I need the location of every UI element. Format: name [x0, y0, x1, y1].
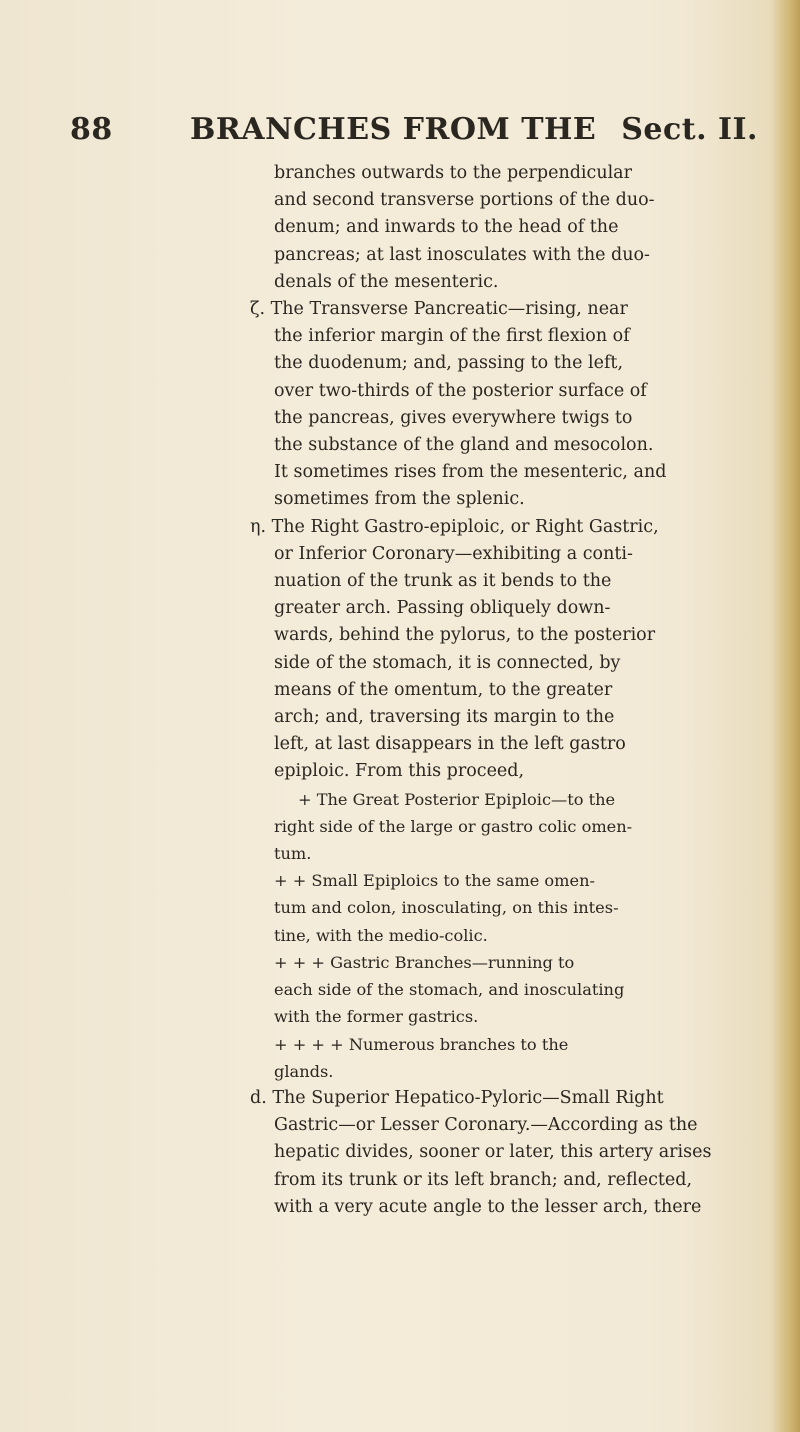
page-text — [250, 160, 762, 1221]
text-line: wards, behind the pylorus, to the posterior — [274, 625, 656, 646]
text-line: or Inferior Coronary—exhibiting a conti- — [274, 543, 633, 564]
text-line: η. The Right Gastro-epiploic, or Right Gastric, — [250, 516, 659, 537]
text-line: the inferior margin of the first flexion of — [274, 326, 630, 347]
text-line: nuation of the trunk as it bends to the — [274, 571, 612, 592]
text-line: left, at last disappears in the left gastro — [274, 734, 626, 755]
text-line: + + Small Epiploics to the same omen- — [274, 871, 595, 891]
running-header — [70, 112, 758, 152]
text-line: from its trunk or its left branch; and, reflected, — [274, 1169, 693, 1190]
text-line: each side of the stomach, and inosculating — [274, 980, 625, 1000]
text-line: pancreas; at last inosculates with the duo- — [274, 244, 650, 265]
running-title: BRANCHES FROM THE — [190, 112, 597, 147]
text-line: the substance of the gland and mesocolon. — [274, 435, 654, 456]
text-line: sometimes from the splenic. — [274, 489, 525, 510]
text-line: + The Great Posterior Epiploic—to the — [298, 789, 616, 809]
text-line: denals of the mesenteric. — [274, 271, 499, 292]
text-line: side of the stomach, it is connected, by — [274, 652, 621, 673]
text-line: the duodenum; and, passing to the left, — [274, 353, 624, 374]
text-line: over two-thirds of the posterior surface of — [274, 380, 647, 401]
page-number: 88 — [70, 112, 113, 147]
text-line: d. The Superior Hepatico-Pyloric—Small Right — [250, 1087, 664, 1108]
text-line: + + + + Numerous branches to the — [274, 1034, 569, 1054]
text-line: glands. — [274, 1061, 334, 1081]
section-label: Sect. II. — [621, 112, 758, 147]
text-line: and second transverse portions of the duo- — [274, 190, 655, 211]
text-line: denum; and inwards to the head of the — [274, 217, 619, 238]
text-line: branches outwards to the perpendicular — [274, 163, 632, 183]
text-line: tum. — [274, 844, 312, 864]
text-line: + + + Gastric Branches—running to — [274, 952, 575, 972]
text-line: the pancreas, gives everywhere twigs to — [274, 407, 633, 428]
text-line: right side of the large or gastro colic omen- — [274, 816, 633, 836]
text-line: ζ. The Transverse Pancreatic—rising, near — [250, 299, 628, 320]
text-line: tum and colon, inosculating, on this intes- — [274, 898, 619, 918]
text-line: with the former gastrics. — [274, 1007, 479, 1027]
page-edge-stain — [772, 0, 800, 1432]
text-line: with a very acute angle to the lesser arch, there — [274, 1196, 702, 1217]
text-line: greater arch. Passing obliquely down- — [274, 598, 611, 619]
text-line: Gastric—or Lesser Coronary.—According as the — [274, 1115, 698, 1136]
text-line: hepatic divides, sooner or later, this artery arises — [274, 1142, 712, 1163]
text-line: It sometimes rises from the mesenteric, and — [274, 462, 667, 483]
text-line: means of the omentum, to the greater — [274, 679, 613, 700]
text-line: epiploic. From this proceed, — [274, 761, 525, 782]
text-line: arch; and, traversing its margin to the — [274, 707, 615, 728]
text-line: tine, with the medio-colic. — [274, 925, 488, 945]
